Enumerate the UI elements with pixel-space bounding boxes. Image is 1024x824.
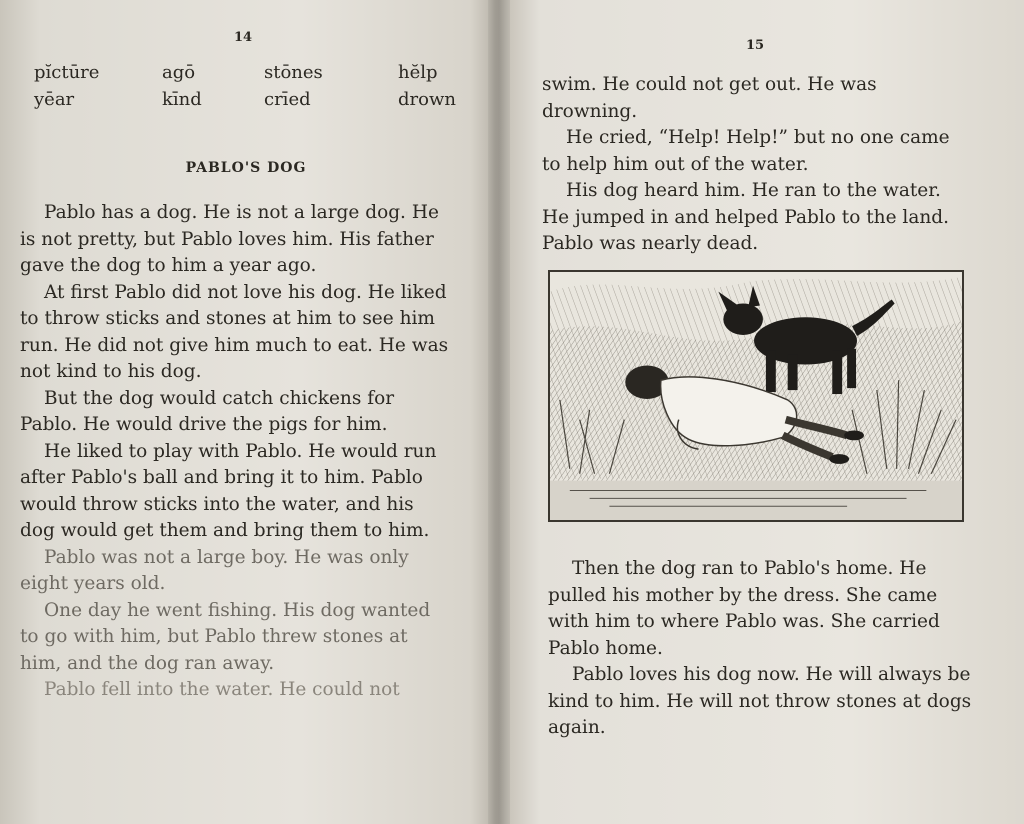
paragraph: swim. He could not get out. He was drowning.: [542, 74, 877, 122]
story-text-right-top: [542, 72, 972, 258]
engraving-drawing: [550, 272, 962, 520]
vocab-word: kīnd: [162, 89, 202, 110]
paragraph: Pablo has a dog. He is not a large dog. He is not pretty, but Pablo loves him. His father gave the dog to him a year ago.: [20, 202, 439, 276]
paragraph: He cried, “Help! Help!” but no one came to help him out of the water.: [542, 127, 950, 175]
illustration-boy-and-dog: [548, 270, 964, 522]
page-number: 15: [746, 38, 765, 53]
vocab-word: pĭctūre: [34, 62, 100, 83]
chapter-title: PABLO'S DOG: [185, 160, 307, 176]
page-number: 14: [234, 30, 253, 45]
vocab-word: agō: [162, 62, 196, 83]
paragraph: He liked to play with Pablo. He would run after Pablo's ball and bring it to him. Pablo would throw sticks into the water, and his dog would get them and bring them to him.: [20, 440, 437, 541]
vocab-word: stōnes: [264, 62, 323, 83]
paragraph: Pablo loves his dog now. He will always be kind to him. He will not throw stones at dogs again.: [548, 664, 972, 738]
left-page: [0, 0, 492, 824]
paragraph: Pablo fell into the water. He could not: [44, 679, 400, 700]
vocab-word: crīed: [264, 89, 311, 110]
paragraph: His dog heard him. He ran to the water. He jumped in and helped Pablo to the land. Pablo was nearly dead.: [542, 180, 949, 254]
paragraph: Then the dog ran to Pablo's home. He pulled his mother by the dress. She came with him to where Pablo was. She carried Pablo home.: [548, 558, 940, 659]
paragraph: But the dog would catch chickens for Pablo. He would drive the pigs for him.: [20, 387, 395, 435]
paragraph: Pablo was not a large boy. He was only eight years old.: [20, 546, 409, 594]
vocab-word: hĕlp: [398, 62, 438, 83]
story-text-right-bottom: [548, 556, 978, 742]
paragraph: At first Pablo did not love his dog. He liked to throw sticks and stones at him to see him run. He did not give him much to eat. He was not kind to his dog.: [20, 281, 449, 382]
story-text-left: [20, 200, 452, 704]
right-page: [506, 0, 1024, 824]
paragraph: One day he went fishing. His dog wanted to go with him, but Pablo threw stones at him, and the dog ran away.: [20, 599, 431, 674]
vocab-word: drown: [398, 89, 456, 110]
vocabulary-list: [34, 62, 464, 110]
vocab-word: yēar: [34, 89, 75, 110]
